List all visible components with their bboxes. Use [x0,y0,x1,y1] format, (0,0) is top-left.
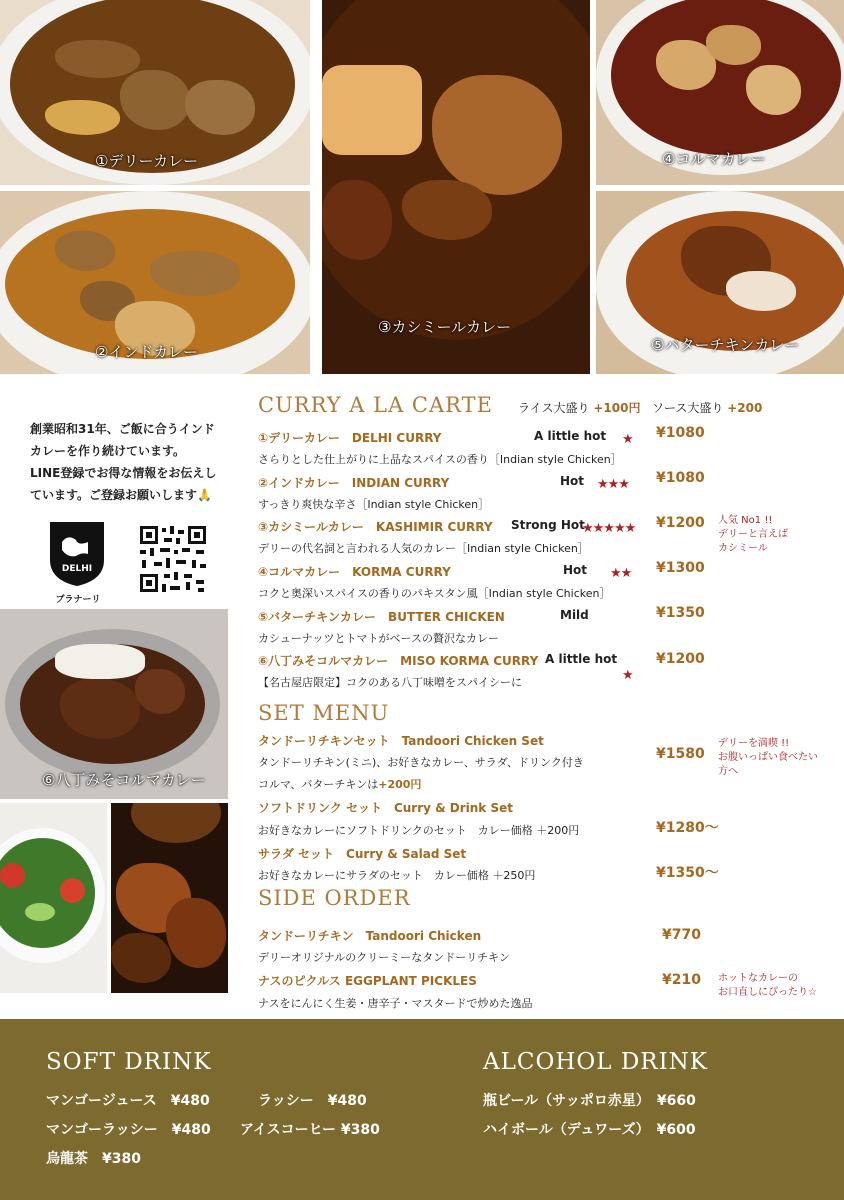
set-tandoori-name: タンドーリチキンセット Tandoori Chicken Set [258,734,544,748]
intro-line: ています。ご登録お願いします🙏 [30,488,212,502]
photo-butter-chicken [596,191,844,374]
note-line: お口直しにぴったり☆ [718,987,817,998]
heat-level: Strong Hot [511,518,585,532]
menu-item-price: ¥1080 [656,425,705,441]
set-tandoori-desc2 [258,776,421,792]
rice-extra [518,399,640,416]
menu-item-desc: すっきり爽快な辛さ［Indian style Chicken］ [258,498,490,511]
set-salad-price: ¥1350〜 [656,865,719,881]
photo-tandoori [111,803,228,993]
drink-item: アイスコーヒー ¥380 [240,1122,380,1138]
heat-level: Hot [560,474,585,488]
sauce-label: ソース大盛り [652,401,724,415]
drinks-footer [0,1019,844,1200]
menu-item-price: ¥1300 [656,560,705,576]
side-section-title: SIDE ORDER [258,886,411,910]
soft-drink-title: SOFT DRINK [46,1049,212,1075]
menu-item-name: ①デリーカレー DELHI CURRY [258,431,442,445]
photo-korma-curry [596,0,844,185]
set-drink-desc: お好きなカレーにソフトドリンクのセット カレー価格 ＋200円 [258,824,580,837]
heat-level: A little hot [545,652,618,666]
rice-price: +100円 [593,401,641,415]
sauce-price: +200 [727,401,763,415]
note-line: 方へ [718,766,738,777]
sauce-extra [652,399,762,416]
menu-item-name: ⑤バターチキンカレー BUTTER CHICKEN [258,610,505,624]
set-note [718,737,818,779]
drink-item: マンゴージュース ¥480 [46,1093,210,1109]
intro-line: LINE登録でお得な情報をお伝えし [30,466,217,480]
photo-caption: ③カシミールカレー [378,318,512,336]
spice-stars: ★ [622,432,633,447]
side-tandoori-desc: デリーオリジナルのクリーミーなタンドーリチキン [258,951,510,964]
intro-line: カレーを作り続けています。 [30,444,186,458]
menu-item-name: ②インドカレー INDIAN CURRY [258,476,450,490]
spice-stars: ★★★★★ [582,521,636,536]
set-salad-desc: お好きなカレーにサラダのセット カレー価格 ＋250円 [258,869,536,882]
spice-stars: ★★★ [597,477,629,492]
photo-kashmir-curry [322,0,590,374]
photo-indian-curry [0,191,310,374]
photo-caption: ②インドカレー [95,343,198,361]
menu-item-desc: デリーの代名詞と言われる人気のカレー［Indian style Chicken］ [258,542,589,555]
menu-item-desc: 【名古屋店限定】コクのある八丁味噌をスパイシーに [258,676,522,689]
menu-item-price: ¥1350 [656,605,705,621]
photo-delhi-curry [0,0,310,185]
menu-item-price: ¥1080 [656,470,705,486]
photo-salad [0,803,107,993]
menu-item-name: ③カシミールカレー KASHIMIR CURRY [258,520,493,534]
menu-item-desc: さらりとした仕上がりに上品なスパイスの香り［Indian style Chicken］ [258,453,622,466]
note-line: デリーと言えば [718,529,788,540]
note-line: お腹いっぱい食べたい [718,752,818,763]
menu-item-desc: カシューナッツとトマトがベースの贅沢なカレー [258,632,500,645]
set-drink-name: ソフトドリンク セット Curry & Drink Set [258,801,513,815]
intro-text [30,418,235,506]
side-note [718,972,817,1000]
drink-item: 烏龍茶 ¥380 [46,1151,141,1167]
drink-item: ハイボール（デュワーズ） ¥600 [483,1122,696,1138]
side-tandoori-price: ¥770 [662,927,701,943]
side-pickle-price: ¥210 [662,972,701,988]
delhi-logo [48,520,106,588]
side-pickle-desc: ナスをにんにく生姜・唐辛子・マスタードで炒めた逸品 [258,997,533,1010]
line-qr-code[interactable] [138,524,208,594]
intro-line: 創業昭和31年、ご飯に合うインド [30,422,215,436]
popular-note [718,514,788,556]
note-line: デリーを満喫 !! [718,738,790,749]
heat-level: Mild [560,608,589,622]
photo-caption: ①デリーカレー [95,152,199,170]
menu-item-name: ⑥八丁みそコルマカレー MISO KORMA CURRY [258,654,539,668]
extra-price: +200円 [378,778,422,791]
menu-item-name: ④コルマカレー KORMA CURRY [258,565,451,579]
heat-level: Hot [563,563,588,577]
set-tandoori-price: ¥1580 [656,746,705,762]
drink-item: 瓶ビール（サッポロ赤星） ¥660 [483,1093,696,1109]
curry-section-title: CURRY A LA CARTE [258,393,493,417]
desc-text: コルマ、バターチキンは [258,778,379,791]
photo-caption: ④コルマカレー [662,150,766,168]
note-line: ホットなカレーの [718,973,798,984]
drink-item: ラッシー ¥480 [258,1093,367,1109]
side-pickle-name: ナスのピクルス EGGPLANT PICKLES [258,974,477,988]
heat-level: A little hot [534,429,607,443]
side-tandoori-name: タンドーリチキン Tandoori Chicken [258,929,482,943]
set-salad-name: サラダ セット Curry & Salad Set [258,847,467,861]
spice-stars: ★ [622,668,633,683]
set-tandoori-desc: タンドーリチキン(ミニ)、お好きなカレー、サラダ、ドリンク付き [258,756,584,769]
logo-text: DELHI [61,564,93,574]
spice-stars: ★★ [610,566,632,581]
logo-caption: ブラナーリ [55,595,101,605]
rice-label: ライス大盛り [518,401,590,415]
note-line: 人気 No1 !! [718,515,773,526]
drink-item: マンゴーラッシー ¥480 [46,1122,211,1138]
photo-miso-korma [0,609,228,799]
alcohol-drink-title: ALCOHOL DRINK [483,1049,708,1075]
menu-item-price: ¥1200 [656,515,705,531]
photo-caption: ⑤バターチキンカレー [651,336,800,354]
photo-caption: ⑥八丁みそコルマカレー [42,771,206,789]
set-section-title: SET MENU [258,701,390,725]
set-drink-price: ¥1280〜 [656,820,719,836]
menu-item-desc: コクと奥深いスパイスの香りのパキスタン風［Indian style Chicken］ [258,587,611,600]
menu-item-price: ¥1200 [656,651,705,667]
note-line: カシミール [718,543,768,554]
